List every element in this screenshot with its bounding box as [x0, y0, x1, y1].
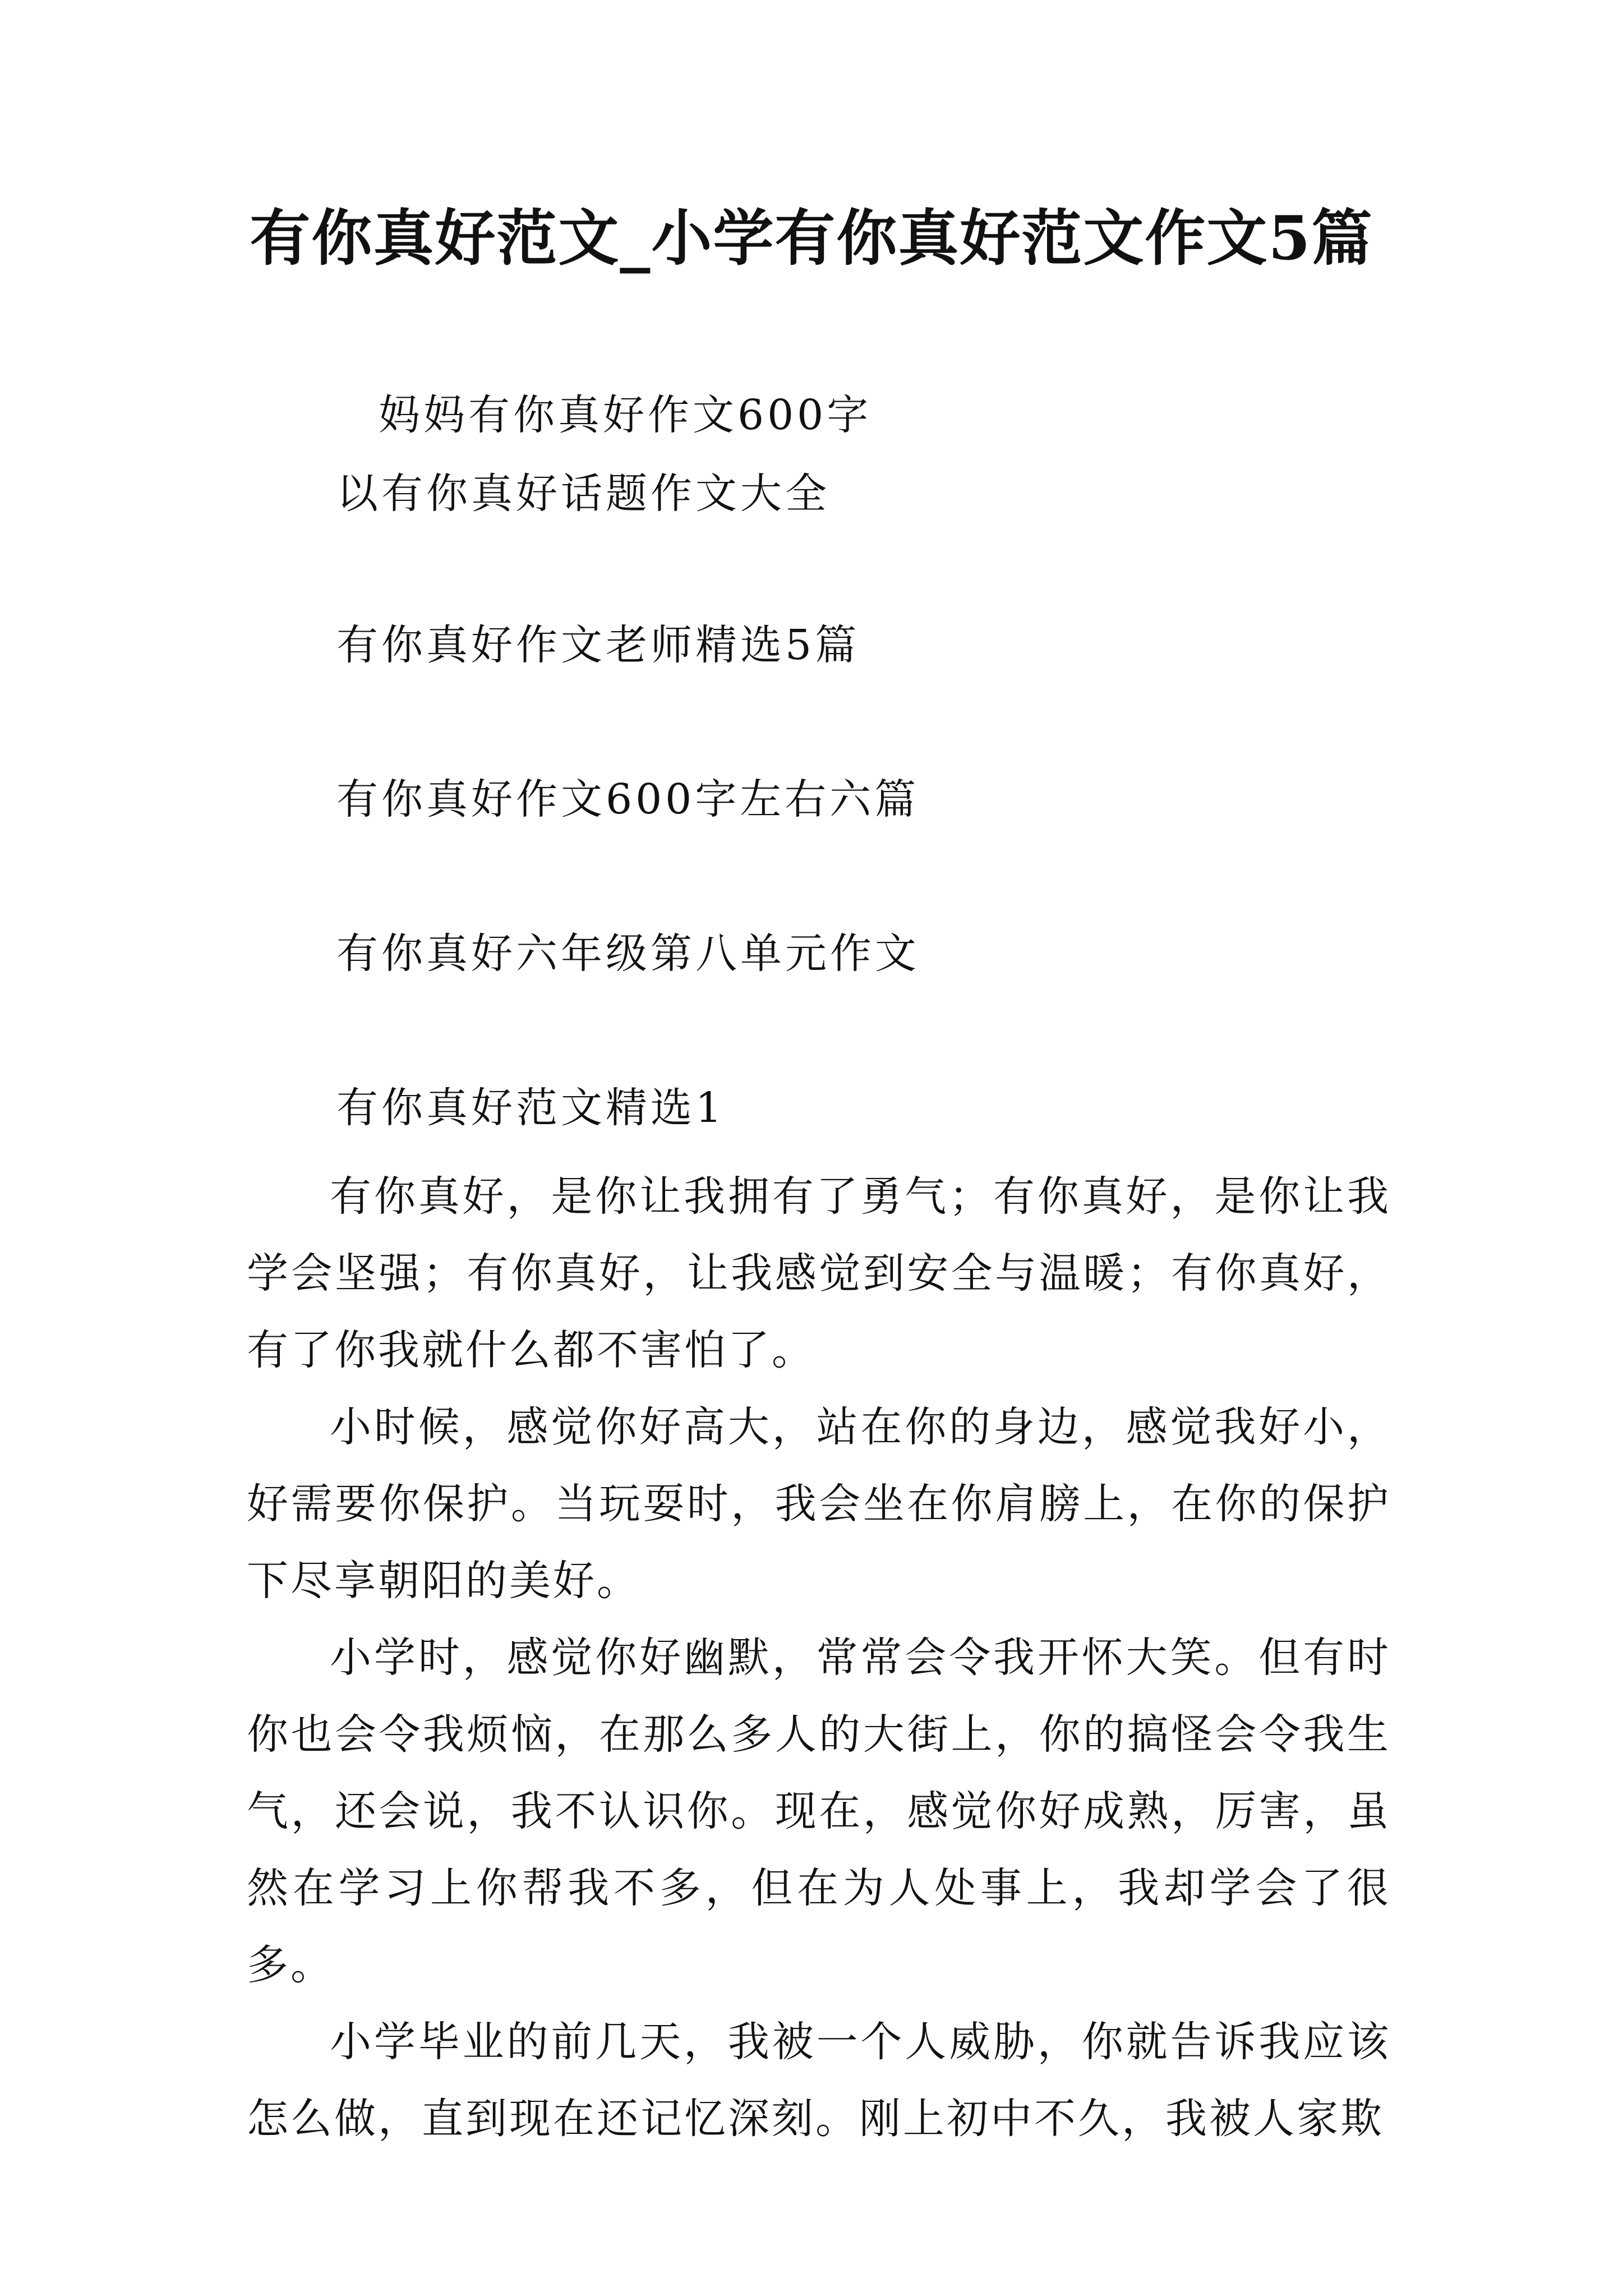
article-body	[247, 1158, 1391, 2157]
paragraph: 小时候，感觉你好高大，站在你的身边，感觉我好小，好需要你保护。当玩耍时，我会坐在你肩膀上，在你的保护下尽享朝阳的美好。	[247, 1403, 1391, 1605]
paragraph: 有你真好，是你让我拥有了勇气；有你真好，是你让我学会坚强；有你真好，让我感觉到安全与温暖；有你真好，有了你我就什么都不害怕了。	[247, 1172, 1391, 1374]
document-title: 有你真好范文_小学有你真好范文作文5篇	[250, 203, 1373, 274]
related-article-link[interactable]: 有你真好六年级第八单元作文	[336, 930, 920, 978]
paragraph: 小学毕业的前几天，我被一个人威胁，你就告诉我应该怎么做，直到现在还记忆深刻。刚上初中不久，我被人家欺	[247, 2018, 1391, 2143]
related-article-link[interactable]: 有你真好作文老师精选5篇	[336, 621, 860, 669]
section-heading: 有你真好范文精选1	[336, 1084, 726, 1132]
related-article-link[interactable]: 以有你真好话题作文大全	[336, 470, 830, 518]
related-article-link[interactable]: 有你真好作文600字左右六篇	[336, 775, 920, 823]
related-article-link[interactable]: 妈妈有你真好作文600字	[379, 391, 872, 439]
paragraph: 小学时，感觉你好幽默，常常会令我开怀大笑。但有时你也会令我烦恼，在那么多人的大街上，你的搞怪会令我生气，还会说，我不认识你。现在，感觉你好成熟，厉害，虽然在学习上你帮我不多，但在为人处事上，我却学会了很多。	[247, 1634, 1391, 1989]
